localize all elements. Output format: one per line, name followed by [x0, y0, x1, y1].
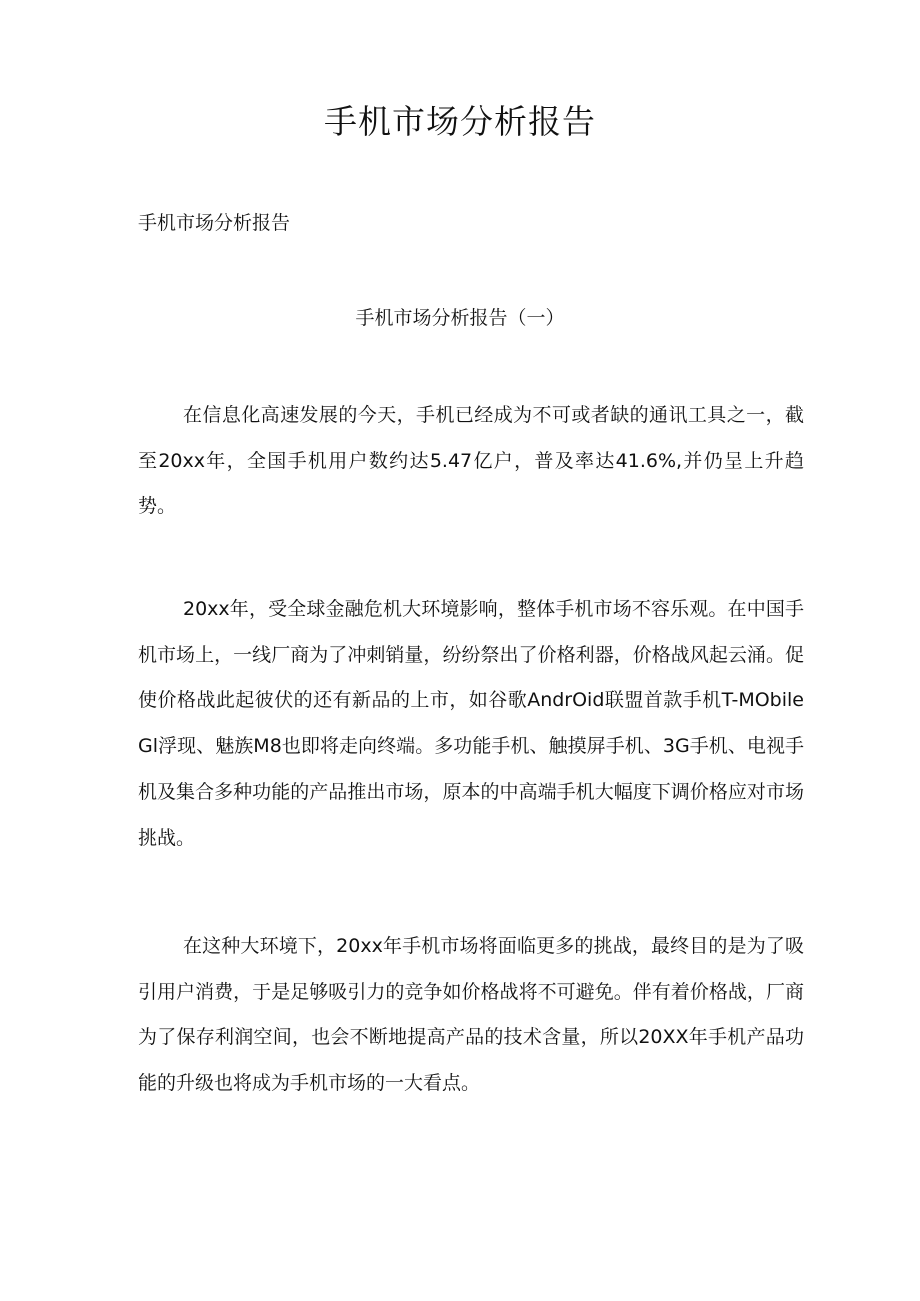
paragraph-3: 在这种大环境下，20xx年手机市场将面临更多的挑战，最终目的是为了吸引用户消费，于是足够吸引力的竞争如价格战将不可避免。伴有着价格战，厂商为了保存利润空间，也会不断地提高产品的技术含量，所以20XX年手机产品功能的升级也将成为手机市场的一大看点。 [138, 935, 804, 1095]
paragraph-1: 在信息化高速发展的今天，手机已经成为不可或者缺的通讯工具之一，截至20xx年，全国手机用户数约达5.47亿户，普及率达41.6%,并仍呈上升趋势。 [138, 404, 804, 518]
document-subtitle: 手机市场分析报告 [138, 212, 291, 234]
section-title: 手机市场分析报告（一） [355, 307, 565, 329]
document-title: 手机市场分析报告 [324, 102, 596, 141]
paragraph-2: 20xx年，受全球金融危机大环境影响，整体手机市场不容乐观。在中国手机市场上，一线厂商为了冲刺销量，纷纷祭出了价格利器，价格战风起云涌。促使价格战此起彼伏的还有新品的上市，如谷歌AndrOid联盟首款手机T-MObileGl浮现、魅族M8也即将走向终端。多功能手机、触摸屏手机、3G手机、电视手机及集合多种功能的产品推出市场，原本的中高端手机大幅度下调价格应对市场挑战。 [138, 598, 804, 849]
